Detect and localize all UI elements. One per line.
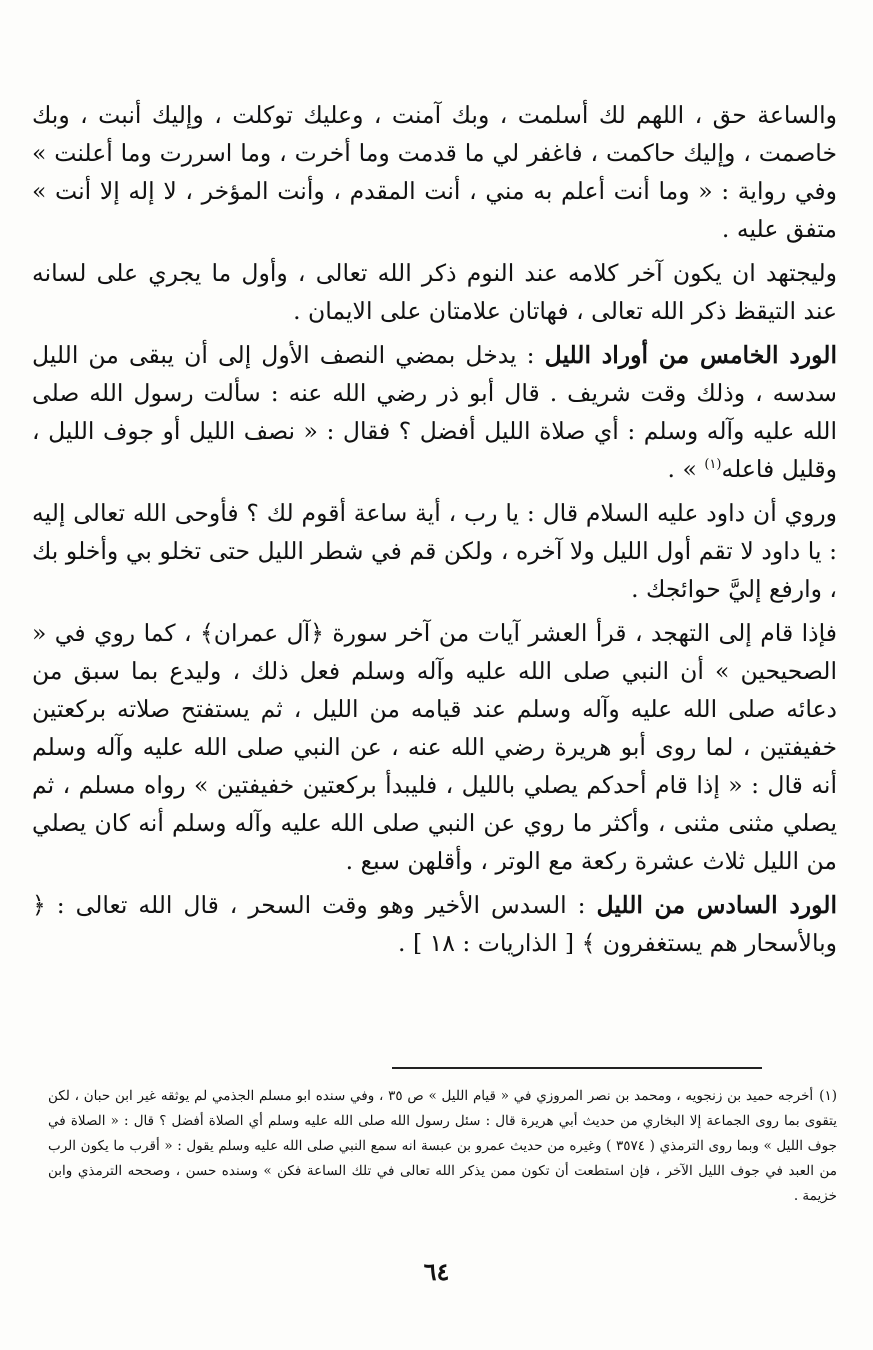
paragraph-3-text: : يدخل بمضي النصف الأول إلى أن يبقى من الليل سدسه ، وذلك وقت شريف . قال أبو ذر رضي الله عنه : سألت رسول الله صلى الله عليه وآله وسلم : أي صلاة الليل أفضل ؟ فقال : « نصف الليل أو جوف الليل ، وقليل فاعله — [32, 341, 837, 483]
main-text — [32, 96, 837, 968]
footnote-1 — [48, 1084, 837, 1209]
paragraph-3-end: » . — [667, 455, 705, 483]
paragraph-5: فإذا قام إلى التهجد ، قرأ العشر آيات من آخر سورة ﴿آل عمران﴾ ، كما روي في « الصحيحين » أن النبي صلى الله عليه وآله وسلم فعل ذلك ، وليدع بما سبق من دعائه صلى الله عليه وآله وسلم عند قيامه من الليل ، ثم يستفتح صلاته بركعتين خفيفتين ، لما روى أبو هريرة رضي الله عنه ، عن النبي صلى الله عليه وآله وسلم أنه قال : « إذا قام أحدكم يصلي بالليل ، فليبدأ بركعتين خفيفتين » رواه مسلم ، ثم يصلي مثنى مثنى ، وأكثر ما روي عن النبي صلى الله عليه وآله وسلم أنه كان يصلي من الليل ثلاث عشرة ركعة مع الوتر ، وأقلهن سبع . — [32, 619, 837, 875]
footnote-separator — [392, 1067, 762, 1069]
footnote-text: أخرجه حميد بن زنجويه ، ومحمد بن نصر المروزي في « قيام الليل » ص ٣٥ ، وفي سنده ابو مسلم الجذمي لم يوثقه غير ابن حبان ، لكن يتقوى بما روى الجماعة إلا البخاري من حديث أبي هريرة قال : سئل رسول الله صلى الله عليه وسلم أي الصلاة أفضل ؟ قال : « الصلاة في جوف الليل » وبما روى الترمذي ( ٣٥٧٤ ) وغيره من حديث عمرو بن عبسة انه سمع النبي صلى الله عليه وسلم يقول : « أقرب ما يكون الرب من العبد في جوف الليل الآخر ، فإن استطعت أن تكون ممن يذكر الله تعالى في تلك الساعة فكن » وسنده حسن ، وصححه الترمذي وابن خزيمة . — [48, 1088, 837, 1204]
footnote-number: (١) — [819, 1088, 837, 1104]
paragraph-2: وليجتهد ان يكون آخر كلامه عند النوم ذكر الله تعالى ، وأول ما يجري على لسانه عند التيقظ ذكر الله تعالى ، فهاتان علامتان على الايمان . — [32, 259, 837, 325]
paragraph-1: والساعة حق ، اللهم لك أسلمت ، وبك آمنت ، وعليك توكلت ، وإليك أنبت ، وبك خاصمت ، وإليك حاكمت ، فاغفر لي ما قدمت وما أخرت ، وما اسررت وما أعلنت » وفي رواية : « وما أنت أعلم به مني ، أنت المقدم ، وأنت المؤخر ، لا إله إلا أنت » متفق عليه . — [32, 101, 837, 243]
footnote-marker: (١) — [704, 457, 722, 473]
section-heading-sixth-wird: الورد السادس من الليل — [596, 891, 837, 919]
page-number: ٦٤ — [423, 1257, 450, 1286]
footnotes — [48, 1084, 837, 1209]
paragraph-4: وروي أن داود عليه السلام قال : يا رب ، أية ساعة أقوم لك ؟ فأوحى الله تعالى إليه : يا داود لا تقم أول الليل ولا آخره ، ولكن قم في شطر الليل حتى تخلو بي وأخلو بك ، وارفع إليَّ حوائجك . — [32, 499, 837, 603]
paragraph-3 — [32, 336, 837, 488]
paragraph-6 — [32, 886, 837, 962]
paragraph-6-text: : السدس الأخير وهو وقت السحر ، قال الله تعالى : ﴿ وبالأسحار هم يستغفرون ﴾ [ الذاريات : ١٨ ] . — [32, 891, 837, 957]
section-heading-fifth-wird: الورد الخامس من أوراد الليل — [544, 341, 837, 369]
